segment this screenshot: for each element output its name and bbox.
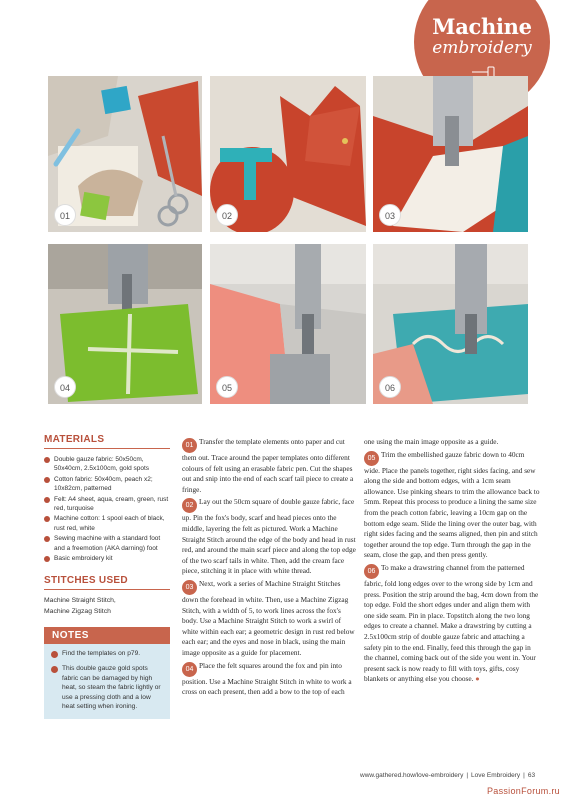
instruction-continued: one using the main image opposite as a guide.: [364, 437, 499, 446]
step-photo-03: [373, 76, 528, 232]
notes-box: [44, 627, 170, 719]
notes-heading: NOTES: [44, 627, 170, 644]
step-photo-02: [210, 76, 366, 232]
step-photo-01: [48, 76, 202, 232]
stitches-section: [44, 575, 170, 617]
materials-heading: MATERIALS: [44, 434, 170, 449]
instruction-step: 01 Transfer the template elements onto paper and cut them out. Trace around the paper templates onto different colours of felt using an erasable fabric pen. Cut the shapes out and snip into the end of each scarf tail piece to create a fringe.: [182, 437, 354, 494]
badge-title: Machine: [432, 14, 532, 39]
photo-number: 06: [379, 376, 401, 398]
note-item: This double gauze gold spots fabric can be damaged by high heat, so steam the fabric lightly or use a pressing cloth and a low heat setting when ironing.: [44, 659, 170, 712]
step-number: 02: [182, 498, 197, 513]
instructions-column-1: [182, 437, 358, 700]
bullet-icon: [51, 666, 58, 673]
list-item: Cotton fabric: 50x40cm, peach x2; 10x82cm, patterned: [44, 475, 170, 494]
photo-number: 04: [54, 376, 76, 398]
list-item: Machine Zigzag Stitch: [44, 607, 111, 615]
footer-url: www.gathered.how/love-embroidery: [360, 772, 464, 779]
sidebar: [44, 434, 170, 719]
instruction-step: 04 Place the felt squares around the fox and pin into position. Use a Machine Straight Stitch in white to work a cross on each present, then add a bow to the top of each: [182, 660, 352, 697]
instruction-step: 05 Trim the embellished gauze fabric down to 40cm wide. Place the panels together, right sides facing, and sew along the side and bottom edges, with a 1cm seam allowance. Use pinking shears to trim the allowance back to 5mm. Repeat this process to produce a lining the same size from the peach cotton fabric, leaving a 10cm gap on the bottom edge seam. Slide the lining over the outer bag, with right sides facing and the seams aligned, then pin and stitch together around the top edge. Turn through the gap in the seam, close the gap, and then press gently.: [364, 449, 540, 560]
badge-subtitle: embroidery: [432, 38, 532, 58]
photo-number: 05: [216, 376, 238, 398]
page-number: 63: [527, 772, 536, 779]
list-item: Basic embroidery kit: [44, 554, 170, 563]
stitches-heading: STITCHES USED: [44, 575, 170, 590]
step-number: 06: [364, 564, 379, 579]
step-number: 04: [182, 662, 197, 677]
list-item: Machine Straight Stitch,: [44, 597, 116, 605]
step-photo-06: [373, 244, 528, 404]
list-item: Double gauze fabric: 50x50cm, 50x40cm, 2.5x100cm, gold spots: [44, 455, 170, 474]
step-number: 05: [364, 451, 379, 466]
instruction-step: 06 To make a drawstring channel from the patterned fabric, fold long edges over to the wrong side by 1cm and press. Position the strip around the bag, 4cm down from the top edge. Fold the short edges under and align them with one side seam. Pin in place. Topstitch along the two long edges to create a channel. Make a drawstring by cutting a 2.5x100cm strip of double gauze fabric and attaching a safety pin to the end. Finally, feed this through the gap in the channel, coming back out of the side you went in. Your present sack is now ready to fill with toys, gifts, cosy blankets or anything else you choose. ●: [364, 562, 539, 684]
list-item: Machine cotton: 1 spool each of black, rust red, white: [44, 514, 170, 533]
footer-magazine: Love Embroidery: [471, 772, 521, 779]
step-photo-04: [48, 244, 202, 404]
materials-list: [44, 455, 170, 563]
photo-number: 01: [54, 204, 76, 226]
step-number: 03: [182, 580, 197, 595]
note-item: Find the templates on p79.: [44, 644, 170, 659]
watermark: PassionForum.ru: [486, 786, 560, 796]
step-number: 01: [182, 438, 197, 453]
list-item: Sewing machine with a standard foot and a freemotion (AKA darning) foot: [44, 534, 170, 553]
end-mark-icon: ●: [475, 674, 480, 684]
instruction-step: 02 Lay out the 50cm square of double gauze fabric, face up. Pin the fox's body, scarf and head pieces onto the middle, layering the felt as pictured. Work a Machine Straight Stitch around the edge of the body and head in rust red, and around the main scarf piece and along the top edge of the two scarf tails in white. Then, add the cream face piece, stitching it in place with white thread.: [182, 497, 356, 576]
step-photo-05: [210, 244, 366, 404]
photo-number: 03: [379, 204, 401, 226]
page-footer: www.gathered.how/love-embroidery | Love Embroidery | 63: [360, 772, 536, 779]
instruction-step: 03 Next, work a series of Machine Straight Stitches down the forehead in white. Then, use a Machine Zigzag Stitch, with a width of 5, to work lines across the fox's body. Use a Machine Straight Stitch to work a swirl of white within each ear; a geometric design in rust red below each ear; and the eyes and nose in black, using the main image opposite as a guide for placement.: [182, 578, 355, 657]
bullet-icon: [51, 651, 58, 658]
list-item: Felt: A4 sheet, aqua, cream, green, rust red, turquoise: [44, 495, 170, 514]
photo-number: 02: [216, 204, 238, 226]
instructions-column-2: [364, 437, 540, 687]
